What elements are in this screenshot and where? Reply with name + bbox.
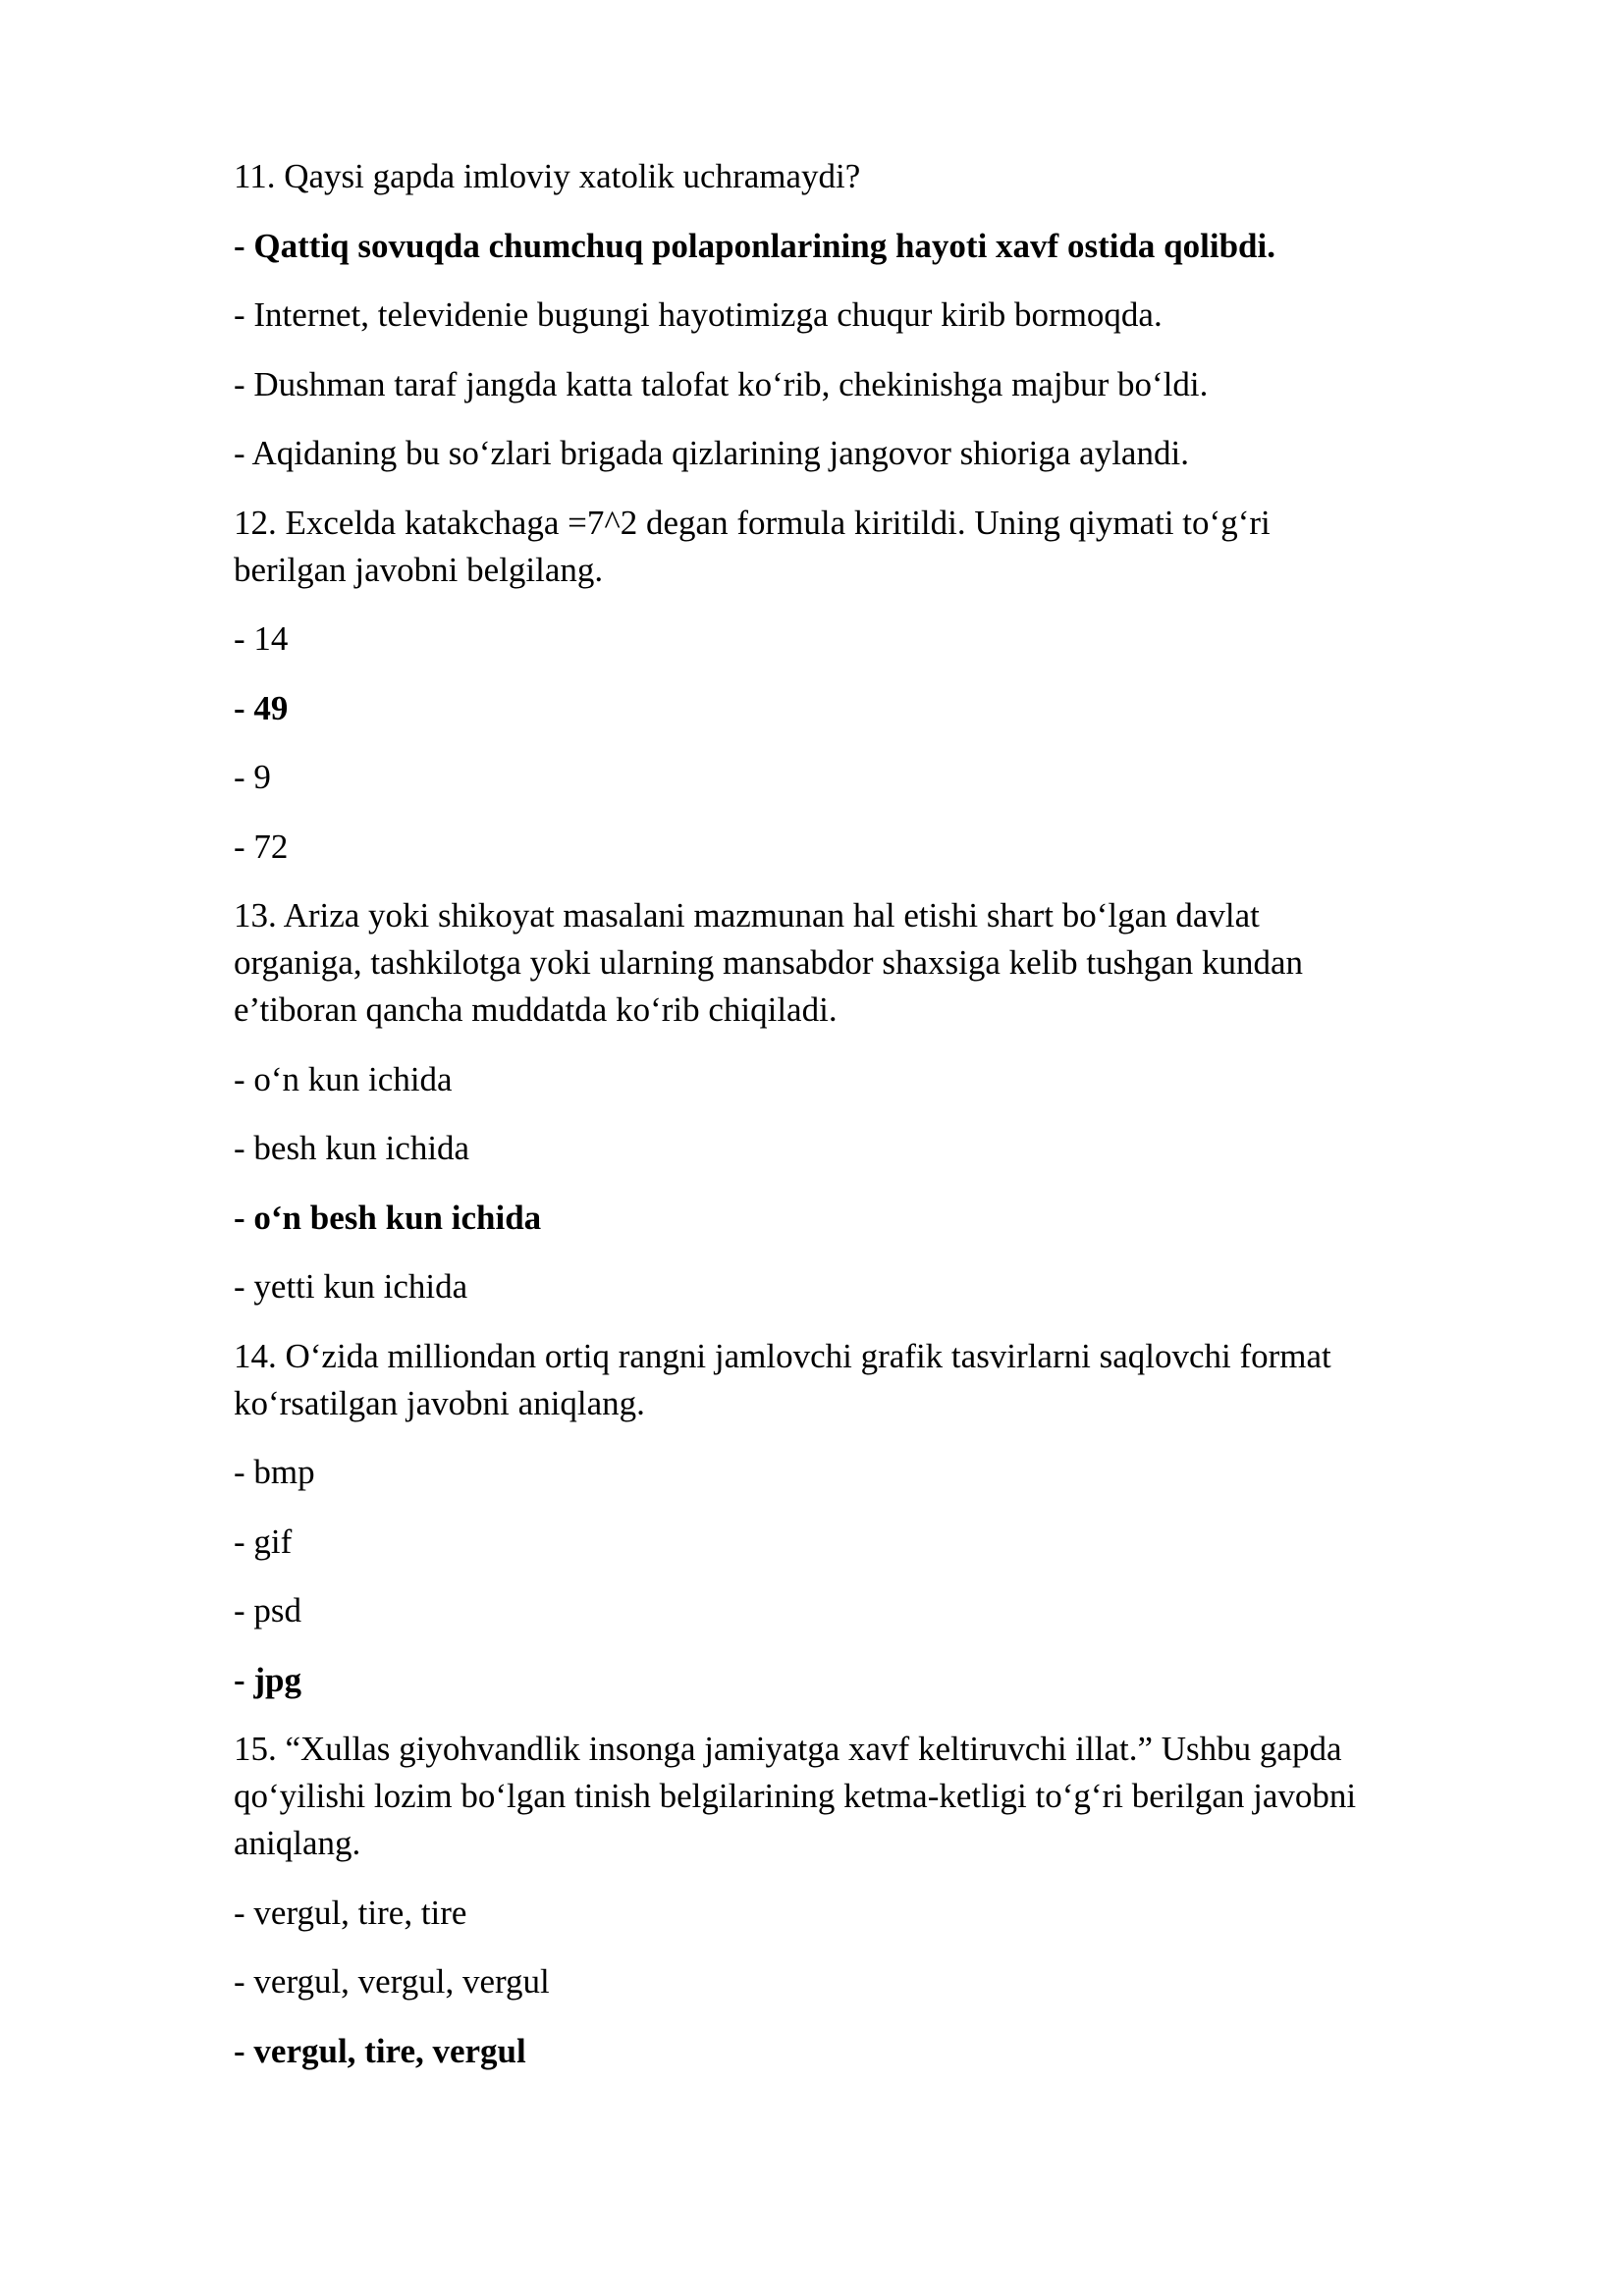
question-14-option-d-correct: - jpg: [234, 1661, 302, 1699]
question-11-option-d: - Aqidaning bu so‘zlari brigada qizlarining jangovor shioriga aylandi.: [234, 434, 1189, 472]
question-11-option-a-correct: - Qattiq sovuqda chumchuq polaponlarining hayoti xavf ostida qolibdi.: [234, 227, 1275, 265]
question-14-option-c: - psd: [234, 1591, 302, 1629]
question-12-prompt-line-2: berilgan javobni belgilang.: [234, 551, 604, 589]
question-12-option-a: - 14: [234, 619, 289, 658]
question-13-prompt-line-3: e’tiboran qancha muddatda ko‘rib chiqiladi.: [234, 990, 838, 1029]
question-13-option-c-correct: - o‘n besh kun ichida: [234, 1199, 542, 1237]
question-13-option-b: - besh kun ichida: [234, 1129, 470, 1167]
question-13-prompt-line-2: organiga, tashkilotga yoki ularning mansabdor shaxsiga kelib tushgan kundan: [234, 943, 1304, 982]
question-15-option-b: - vergul, vergul, vergul: [234, 1962, 550, 2001]
question-13-prompt-line-1: 13. Ariza yoki shikoyat masalani mazmunan hal etishi shart bo‘lgan davlat: [234, 896, 1260, 934]
question-14-prompt-line-2: ko‘rsatilgan javobni aniqlang.: [234, 1384, 645, 1422]
question-14-option-a: - bmp: [234, 1453, 315, 1491]
question-15-option-c-correct: - vergul, tire, vergul: [234, 2032, 526, 2070]
question-12-option-d: - 72: [234, 828, 289, 866]
question-11-option-c: - Dushman taraf jangda katta talofat ko‘rib, chekinishga majbur bo‘ldi.: [234, 365, 1209, 403]
question-15-prompt-line-1: 15. “Xullas giyohvandlik insonga jamiyatga xavf keltiruvchi illat.” Ushbu gapda: [234, 1730, 1342, 1768]
question-12-option-c: - 9: [234, 758, 271, 796]
question-13-option-d: - yetti kun ichida: [234, 1267, 468, 1306]
question-14-option-b: - gif: [234, 1522, 293, 1561]
question-15-option-a: - vergul, tire, tire: [234, 1894, 467, 1932]
question-13-option-a: - o‘n kun ichida: [234, 1060, 453, 1098]
question-11-option-b: - Internet, televidenie bugungi hayotimizga chuqur kirib bormoqda.: [234, 295, 1163, 334]
question-15-prompt-line-2: qo‘yilishi lozim bo‘lgan tinish belgilarining ketma-ketligi to‘g‘ri berilgan javobni: [234, 1777, 1357, 1815]
question-11-prompt-line-1: 11. Qaysi gapda imloviy xatolik uchramaydi?: [234, 157, 861, 195]
question-15-prompt-line-3: aniqlang.: [234, 1824, 361, 1862]
question-14-prompt-line-1: 14. O‘zida milliondan ortiq rangni jamlovchi grafik tasvirlarni saqlovchi format: [234, 1337, 1331, 1375]
question-12-option-b-correct: - 49: [234, 689, 289, 727]
question-12-prompt-line-1: 12. Excelda katakchaga =7^2 degan formula kiritildi. Uning qiymati to‘g‘ri: [234, 504, 1271, 542]
